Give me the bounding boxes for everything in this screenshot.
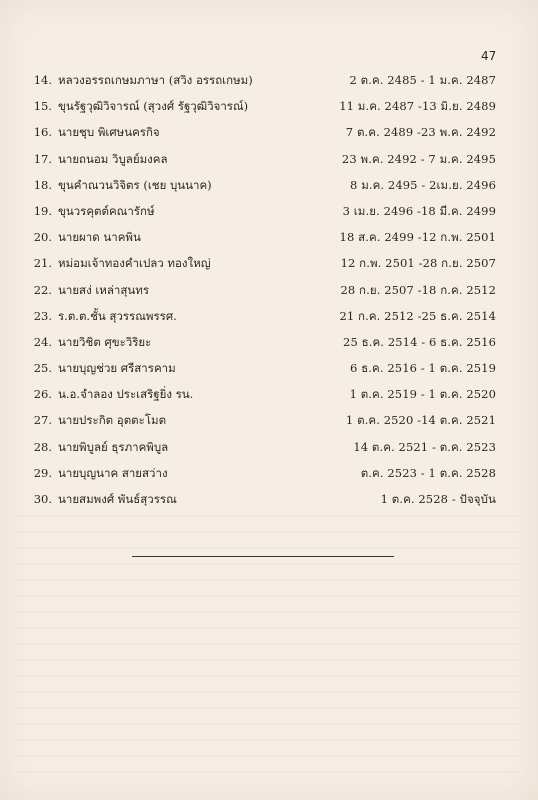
term-dates: 21 ก.ค. 2512 -25 ธ.ค. 2514 — [339, 308, 496, 323]
official-name: นายประกิต อุตตะโมต — [58, 413, 167, 428]
item-number: 19. — [33, 203, 52, 218]
term-dates: ต.ค. 2523 - 1 ต.ค. 2528 — [360, 465, 496, 480]
term-dates: 6 ธ.ค. 2516 - 1 ต.ค. 2519 — [350, 361, 496, 376]
item-number: 15. — [33, 99, 52, 114]
item-number: 30. — [33, 492, 52, 506]
official-name: หลวงอรรถเกษมภาษา (สวิง อรรถเกษม) — [58, 73, 253, 87]
official-list — [30, 70, 510, 515]
term-dates: 3 เม.ย. 2496 -18 มี.ค. 2499 — [342, 203, 496, 218]
list-item — [30, 149, 510, 175]
official-name: ขุนรัฐวุฒิวิจารณ์ (สุวงศ์ รัฐวุฒิวิจารณ์) — [58, 99, 249, 114]
item-number: 28. — [33, 439, 52, 454]
list-item — [30, 437, 510, 463]
list-item — [30, 280, 510, 306]
term-dates: 7 ต.ค. 2489 -23 พ.ค. 2492 — [345, 125, 496, 140]
term-dates: 23 พ.ค. 2492 - 7 ม.ค. 2495 — [341, 151, 496, 166]
list-item — [30, 253, 510, 279]
official-name: ขุนวรคุตต์คณารักษ์ — [58, 203, 155, 218]
official-name: นายถนอม วิบูลย์มงคล — [58, 151, 168, 166]
official-name: นายสมพงศ์ พันธ์สุวรรณ — [58, 492, 177, 506]
item-number: 20. — [33, 230, 52, 245]
official-name: นายชุบ พิเศษนครกิจ — [58, 125, 160, 140]
section-divider — [132, 556, 394, 557]
official-name: นายบุญนาค สายสว่าง — [58, 465, 168, 480]
item-number: 16. — [33, 125, 52, 140]
item-number: 21. — [33, 256, 52, 271]
term-dates: 14 ต.ค. 2521 - ต.ค. 2523 — [353, 439, 496, 454]
item-number: 27. — [33, 413, 52, 428]
list-item — [30, 175, 510, 201]
official-name: นายสง่ เหล่าสุนทร — [58, 282, 150, 297]
term-dates: 12 ก.พ. 2501 -28 ก.ย. 2507 — [340, 256, 496, 271]
term-dates: 1 ต.ค. 2519 - 1 ต.ค. 2520 — [349, 387, 496, 402]
list-item — [30, 201, 510, 227]
term-dates: 8 ม.ค. 2495 - 2เม.ย. 2496 — [350, 177, 496, 192]
item-number: 18. — [33, 177, 52, 192]
list-item — [30, 227, 510, 253]
list-item — [30, 410, 510, 436]
list-item — [30, 384, 510, 410]
item-number: 24. — [33, 334, 52, 349]
official-name: น.อ.จำลอง ประเสริฐยิ่ง รน. — [58, 387, 194, 402]
term-dates: 28 ก.ย. 2507 -18 ก.ค. 2512 — [340, 282, 496, 297]
term-dates: 18 ส.ค. 2499 -12 ก.พ. 2501 — [339, 230, 496, 245]
list-item — [30, 489, 510, 515]
list-item — [30, 358, 510, 384]
item-number: 25. — [33, 361, 52, 376]
term-dates: 2 ต.ค. 2485 - 1 ม.ค. 2487 — [349, 73, 496, 87]
term-dates: 1 ต.ค. 2520 -14 ต.ค. 2521 — [345, 413, 496, 428]
official-name: นายพิบูลย์ ธุรภาคพิบูล — [58, 439, 169, 454]
item-number: 29. — [33, 465, 52, 480]
item-number: 22. — [33, 282, 52, 297]
list-item — [30, 70, 510, 96]
list-item — [30, 332, 510, 358]
term-dates: 1 ต.ค. 2528 - ปัจจุบัน — [380, 492, 496, 506]
list-item — [30, 122, 510, 148]
list-item — [30, 96, 510, 122]
list-item — [30, 463, 510, 489]
official-name: ขุนคำณวนวิจิตร (เชย บุนนาค) — [58, 177, 212, 192]
list-item — [30, 306, 510, 332]
item-number: 17. — [33, 151, 52, 166]
item-number: 26. — [33, 387, 52, 402]
official-name: นายผาด นาคพิน — [58, 230, 141, 245]
official-name: หม่อมเจ้าทองคำเปลว ทองใหญ่ — [58, 256, 211, 271]
official-name: ร.ต.ต.ชั้น สุวรรณพรรศ. — [58, 308, 177, 323]
official-name: นายวิชิต ศุขะวิริยะ — [58, 334, 152, 349]
term-dates: 25 ธ.ค. 2514 - 6 ธ.ค. 2516 — [343, 334, 496, 349]
item-number: 14. — [33, 73, 52, 87]
item-number: 23. — [33, 308, 52, 323]
official-name: นายบุญช่วย ศรีสารคาม — [58, 361, 176, 376]
term-dates: 11 ม.ค. 2487 -13 มิ.ย. 2489 — [339, 99, 496, 114]
page-number: 47 — [481, 49, 497, 63]
